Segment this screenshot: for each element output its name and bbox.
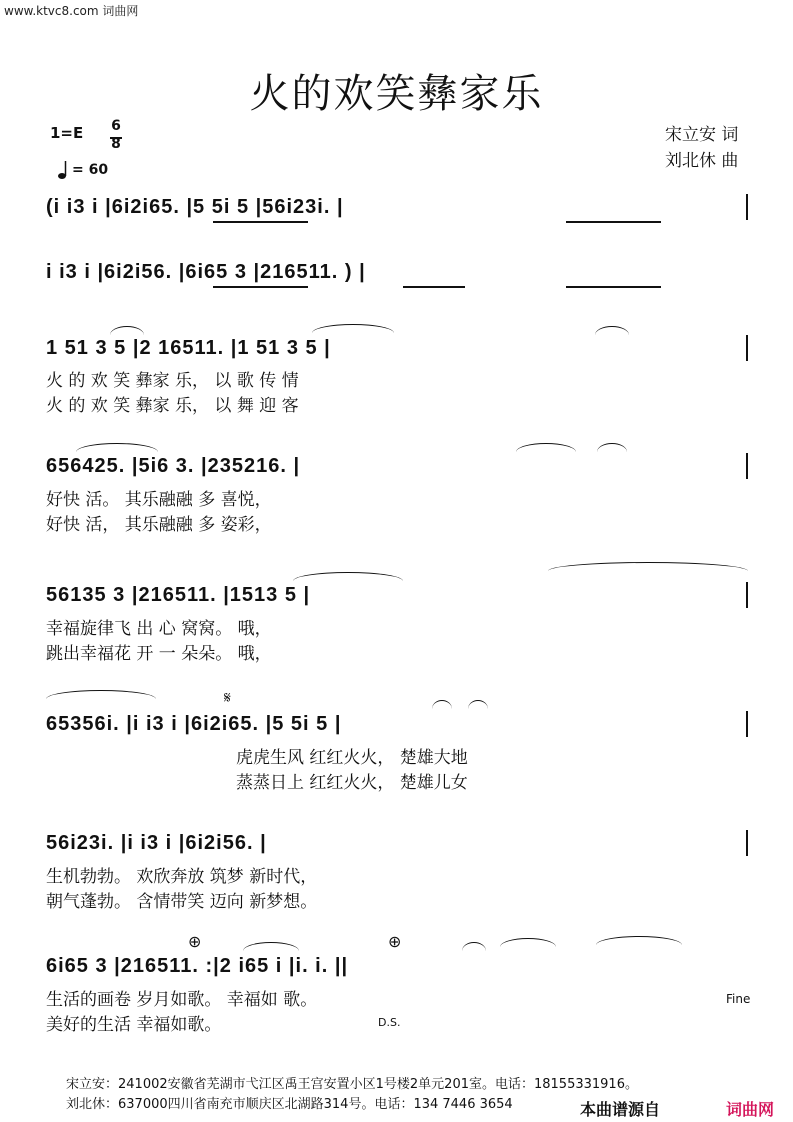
ds-marking: D.S. (378, 1016, 401, 1029)
key-signature: 1=E (50, 124, 84, 142)
slur (516, 443, 576, 452)
notation-row-3: 1 51 3 5 |2 16511. |1 51 3 5 | (46, 337, 331, 359)
lyrics-verse-1: 火 的 欢 笑 彝家 乐， 以 歌 传 情 (46, 371, 299, 391)
notation-row-6: 65356i. |i i3 i |6i2i65. |5 5i 5 | (46, 713, 342, 735)
slur (243, 942, 299, 951)
slur (46, 690, 156, 699)
coda-sign: ⊕ (188, 932, 202, 951)
slur (596, 936, 682, 945)
composer-contact: 刘北休：637000四川省南充市顺庆区北湖路314号。电话：134 7446 3654 (66, 1097, 513, 1112)
lyrics-verse-1: 幸福旋律飞 出 心 窝窝。 哦， (46, 619, 272, 639)
barline (746, 711, 748, 737)
barline (746, 335, 748, 361)
notation-row-1: (i i3 i |6i2i65. |5 5i 5 |56i23i. | (46, 196, 344, 218)
lyrics-verse-2: 好快 活， 其乐融融 多 姿彩， (46, 515, 272, 535)
composer-credit: 刘北休 曲 (665, 151, 739, 171)
notation-row-4: 656425. |5i6 3. |235216. | (46, 455, 301, 477)
slur (595, 326, 629, 335)
slur (76, 443, 158, 452)
site-url[interactable]: www.ktvc8.com 词曲网 (4, 4, 139, 18)
song-title: 火的欢笑彝家乐 (249, 71, 544, 117)
slur (597, 443, 627, 452)
lyricist-contact: 宋立安：241002安徽省芜湖市弋江区禹王宫安置小区1号楼2单元201室。电话：18155331916。 (66, 1077, 638, 1092)
fine-marking: Fine (726, 992, 751, 1006)
barline (746, 194, 748, 220)
slur (500, 938, 556, 947)
lyrics-verse-2: 蒸蒸日上 红红火火， 楚雄儿女 (236, 773, 468, 793)
site-logo[interactable]: 词曲网 (726, 1100, 775, 1119)
coda-sign: ⊕ (388, 932, 402, 951)
notation-row-7: 56i23i. |i i3 i |6i2i56. | (46, 832, 267, 854)
lyrics-verse-1: 生机勃勃。 欢欣奔放 筑梦 新时代， (46, 867, 318, 887)
beam (566, 221, 661, 223)
notation-row-2: i i3 i |6i2i56. |6i65 3 |216511. ) | (46, 261, 366, 283)
slur (110, 326, 144, 335)
lyrics-verse-2: 跳出幸福花 开 一 朵朵。 哦， (46, 644, 272, 664)
notation-row-5: 56135 3 |216511. |1513 5 | (46, 584, 311, 606)
beam (566, 286, 661, 288)
lyrics-verse-1: 好快 活。 其乐融融 多 喜悦， (46, 490, 272, 510)
lyricist-credit: 宋立安 词 (665, 125, 739, 145)
slur (548, 562, 748, 571)
beam (213, 221, 308, 223)
source-label: 本曲谱源自 (580, 1100, 661, 1119)
barline (746, 830, 748, 856)
beam (213, 286, 308, 288)
time-signature-bottom: 8 (111, 136, 121, 152)
lyrics-verse-2: 火 的 欢 笑 彝家 乐， 以 舞 迎 客 (46, 396, 299, 416)
slur (468, 700, 488, 709)
lyrics-verse-2: 朝气蓬勃。 含情带笑 迈向 新梦想。 (46, 892, 318, 912)
lyrics-verse-1: 生活的画卷 岁月如歌。 幸福如 歌。 (46, 990, 318, 1010)
slur (432, 700, 452, 709)
lyrics-verse-2: 美好的生活 幸福如歌。 (46, 1015, 222, 1035)
notation-row-8: 6i65 3 |216511. :|2 i65 i |i. i. || (46, 955, 349, 977)
barline (746, 453, 748, 479)
barline (746, 582, 748, 608)
lyrics-verse-1: 虎虎生风 红红火火， 楚雄大地 (236, 748, 468, 768)
slur (293, 572, 403, 581)
tempo-marking: = 60 (72, 162, 109, 178)
time-signature-top: 6 (111, 118, 121, 134)
beam (403, 286, 465, 288)
slur (462, 942, 486, 951)
slur (312, 324, 394, 333)
segno-sign: 𝄋 (224, 688, 231, 707)
quarter-note-icon (58, 160, 68, 180)
